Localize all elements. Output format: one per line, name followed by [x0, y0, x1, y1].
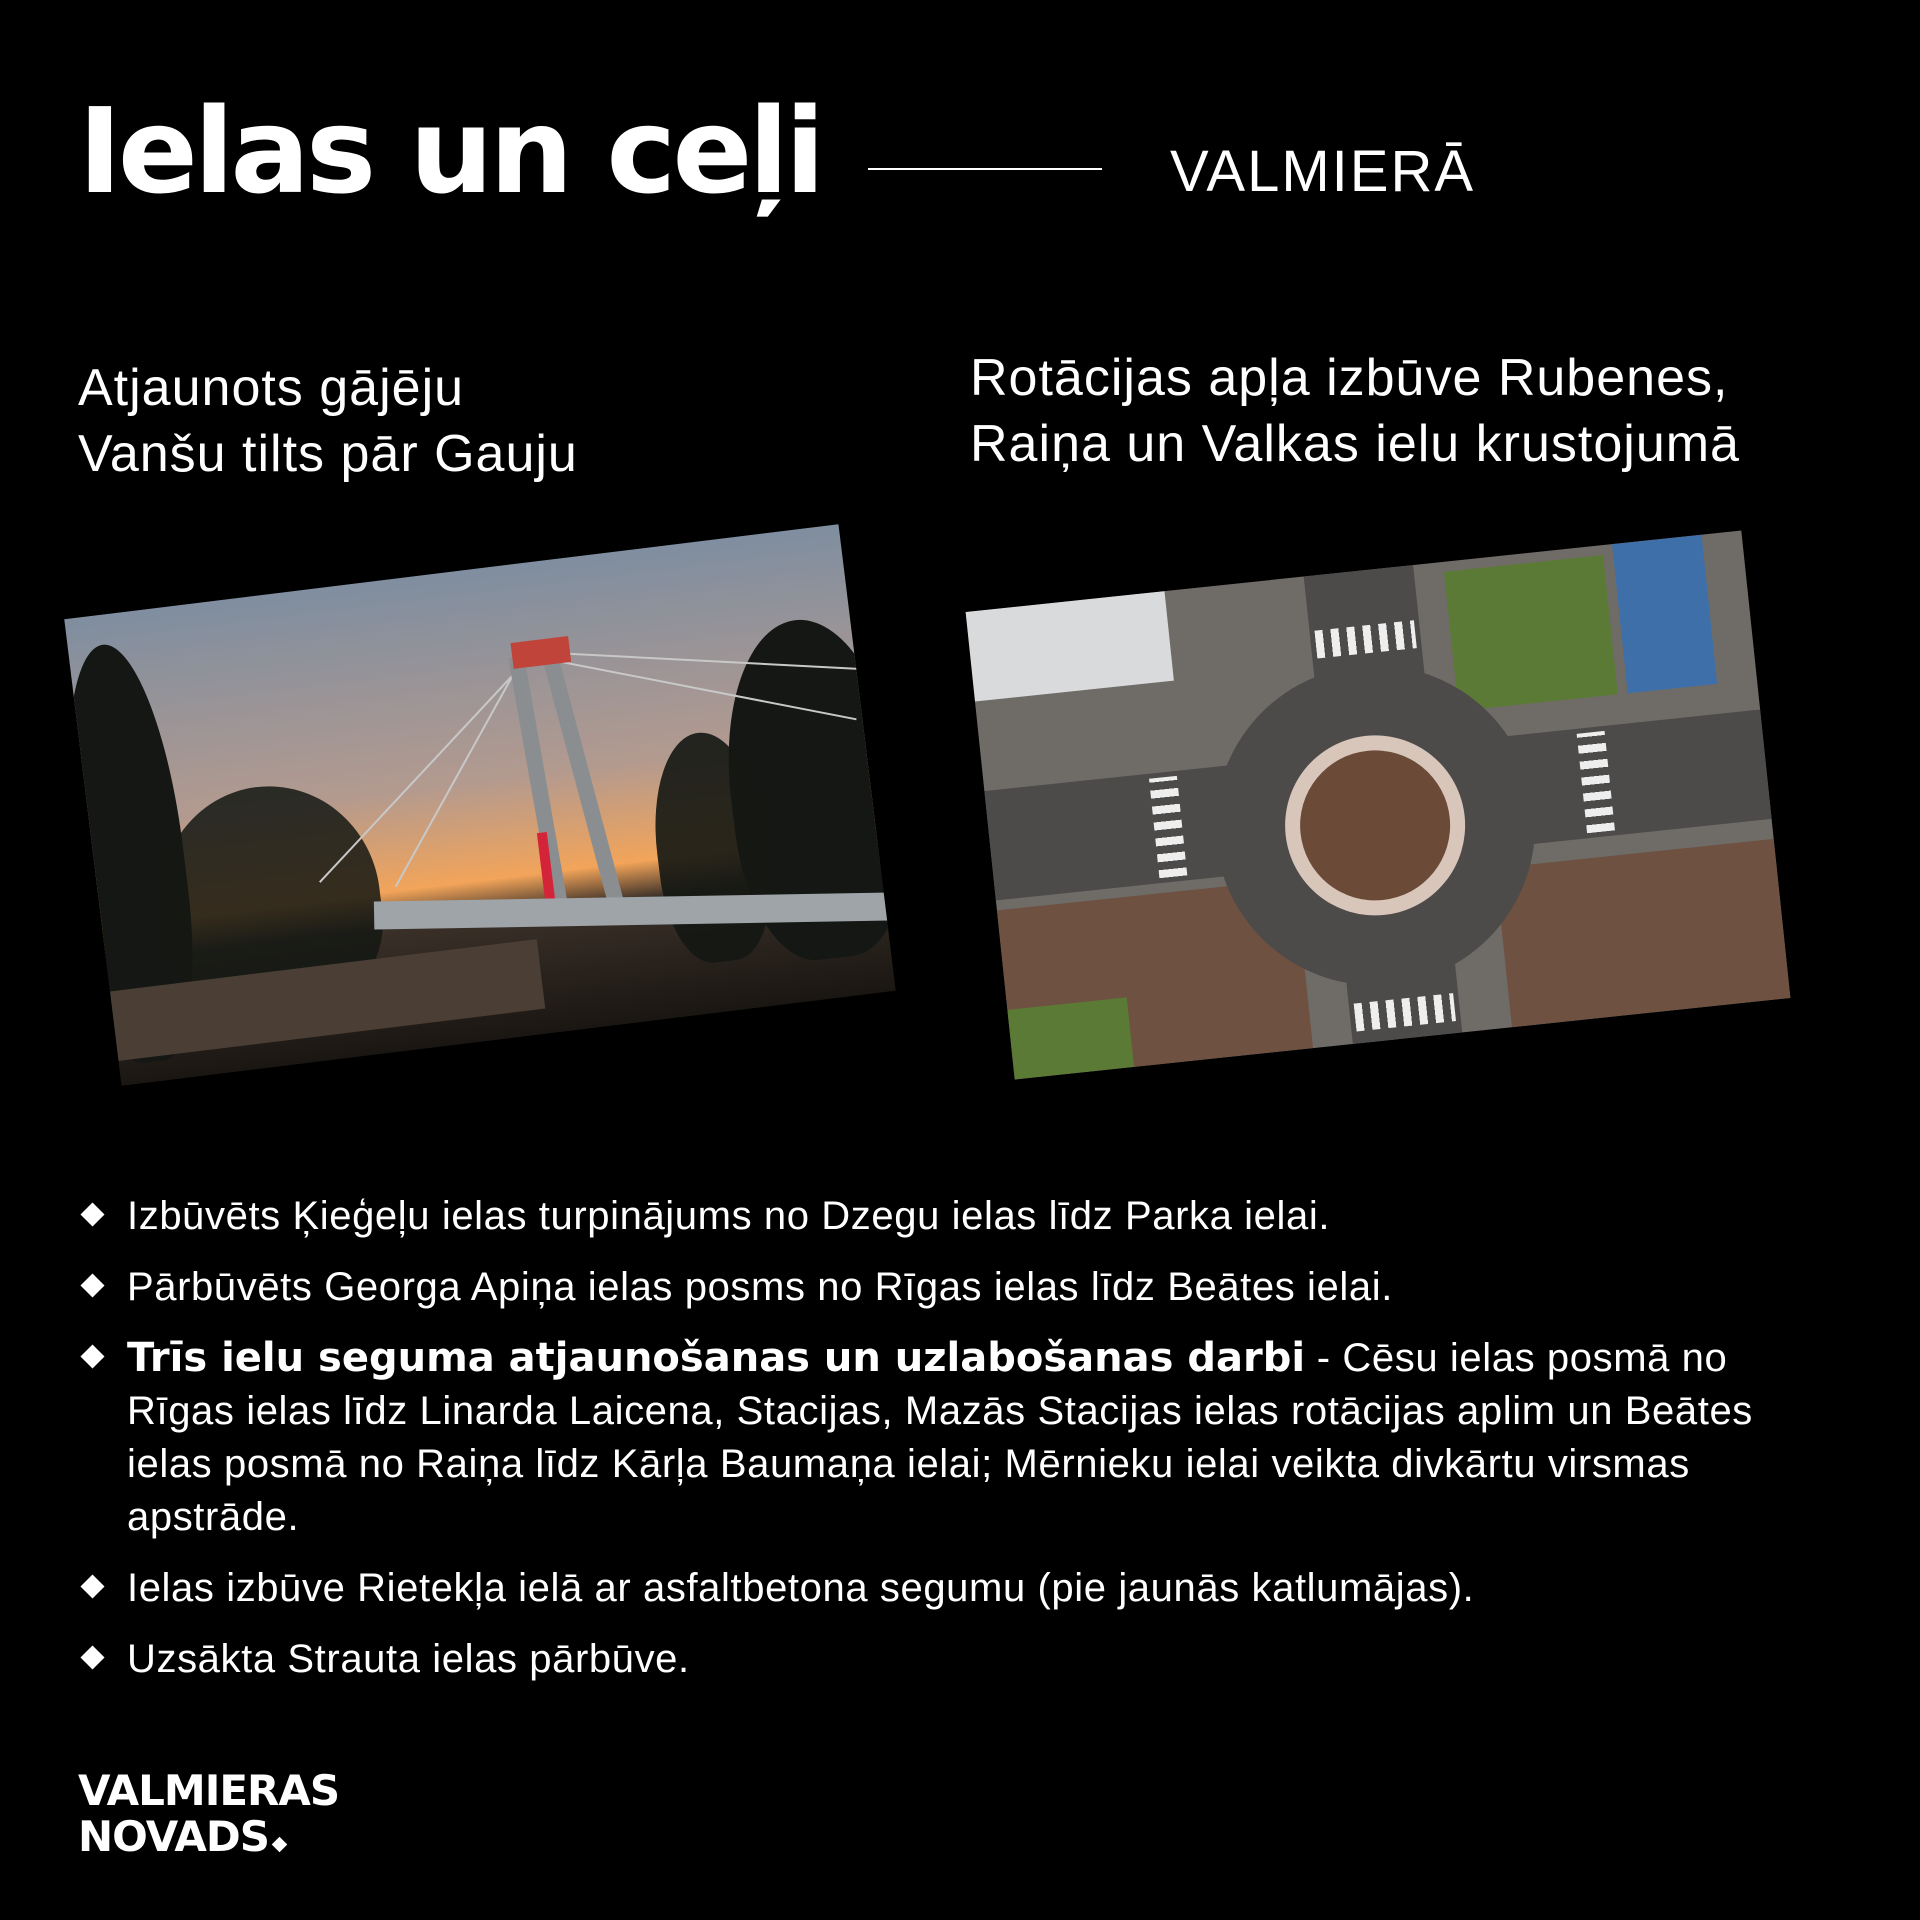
list-item-text: Izbūvēts Ķieģeļu ielas turpinājums no Dzegu ielas līdz Parka ielai.	[127, 1194, 1331, 1238]
list-item-text: Ielas izbūve Rietekļa ielā ar asfaltbetona segumu (pie jaunās katlumājas).	[127, 1566, 1475, 1610]
bridge-cable	[319, 662, 525, 883]
diamond-bullet-icon	[80, 1202, 104, 1226]
diamond-bullet-icon	[80, 1273, 104, 1297]
title-divider	[868, 168, 1102, 170]
bridge-caption-line: Atjaunots gājēju	[78, 359, 465, 417]
grass-area	[1007, 997, 1134, 1079]
bridge-photo	[64, 524, 895, 1086]
list-item	[78, 1332, 1838, 1544]
list-item-text: Pārbūvēts Georga Apiņa ielas posms no Rīgas ielas līdz Beātes ielai.	[127, 1265, 1393, 1309]
valmieras-novads-logo	[78, 1768, 339, 1860]
list-item-text: - Cēsu ielas posmā no Rīgas ielas līdz Linarda Laicena, Stacijas, Mazās Stacijas ielas rotācijas aplim un Beātes ielas posmā no Raiņa līdz Kārļa Baumaņa ielai; Mērnieku ielai veikta divkārtu virsmas apstrāde.	[127, 1336, 1753, 1539]
bridge-caption-line: Vanšu tilts pār Gauju	[78, 425, 578, 483]
page-title: Ielas un ceļi	[78, 82, 822, 220]
diamond-bullet-icon	[80, 1574, 104, 1598]
list-item	[78, 1633, 1838, 1686]
list-item	[78, 1261, 1838, 1314]
pylon-top	[510, 636, 571, 669]
soil-area	[1495, 839, 1790, 1027]
list-item-text: Uzsākta Strauta ielas pārbūve.	[127, 1637, 690, 1681]
diamond-bullet-icon	[80, 1344, 104, 1368]
roundabout-caption-line: Rotācijas apļa izbūve Rubenes,	[970, 349, 1729, 407]
bridge-cable	[395, 659, 523, 887]
roundabout-photo	[966, 531, 1791, 1080]
roundabout-caption	[970, 345, 1740, 477]
list-item-bold: Trīs ielu seguma atjaunošanas un uzlabošanas darbi	[127, 1335, 1306, 1381]
diamond-bullet-icon	[80, 1645, 104, 1669]
building-roof	[1612, 535, 1717, 694]
logo-line: NOVADS	[78, 1812, 269, 1861]
list-item	[78, 1562, 1838, 1615]
list-item	[78, 1190, 1838, 1243]
roundabout-caption-line: Raiņa un Valkas ielu krustojumā	[970, 415, 1740, 473]
grass-area	[1444, 555, 1618, 711]
building	[966, 591, 1174, 701]
bridge-caption	[78, 355, 578, 487]
page-subtitle: VALMIERĀ	[1170, 139, 1476, 204]
logo-line: VALMIERAS	[78, 1766, 340, 1815]
works-list	[78, 1190, 1838, 1704]
